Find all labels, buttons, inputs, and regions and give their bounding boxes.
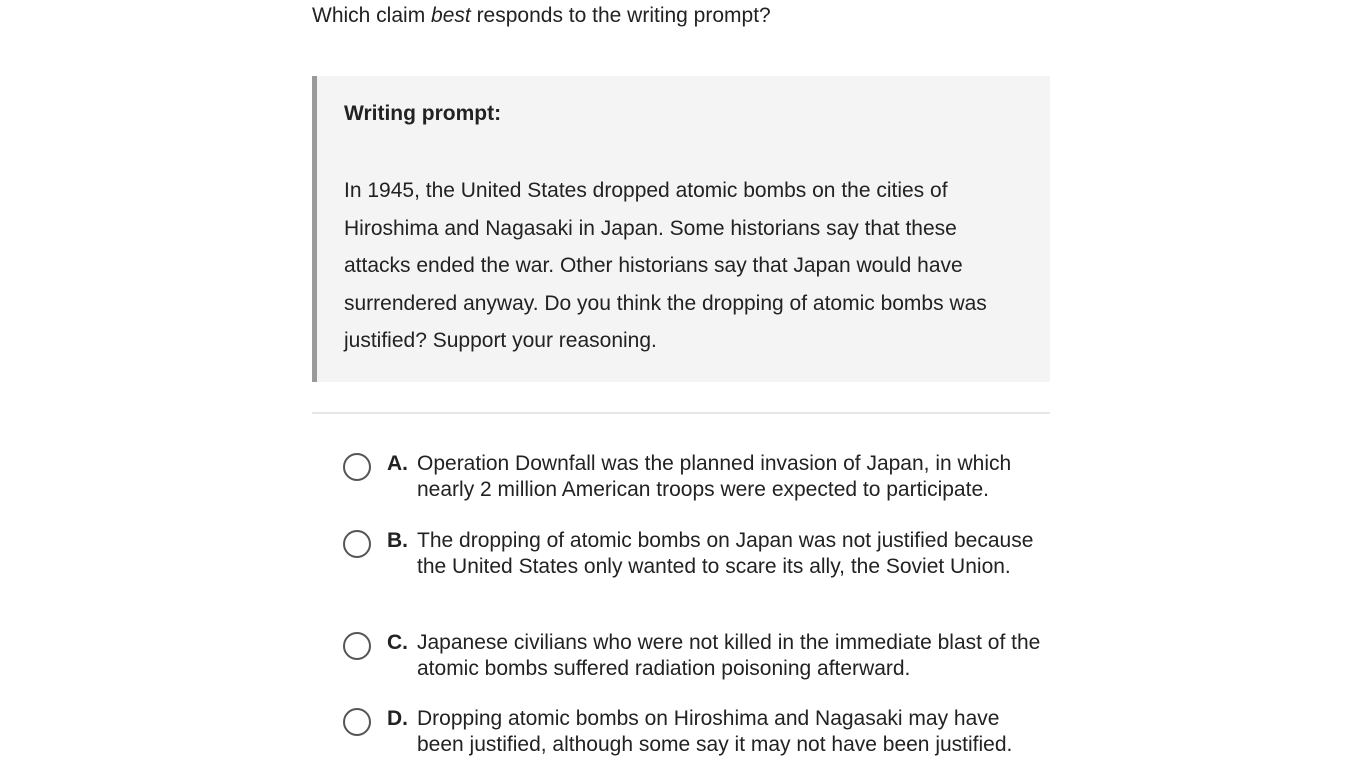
prompt-text: In 1945, the United States dropped atomic bombs on the cities of Hiroshima and Nagasaki in Japan. Some historians say that these attacks ended the war. Other historians say that Japan would have surrendered anyway. Do you think the dropping of atomic bombs was justified? Support your reasoning. (344, 179, 987, 352)
radio-button-a[interactable] (343, 453, 371, 481)
radio-button-c[interactable] (343, 632, 371, 660)
option-text-a: Operation Downfall was the planned invasion of Japan, in which nearly 2 million American troops were expected to participate. (417, 452, 1012, 501)
divider (312, 412, 1050, 414)
option-letter-b: B. (387, 529, 408, 552)
option-letter-a: A. (387, 452, 408, 475)
prompt-title: Writing prompt: (344, 102, 502, 125)
question-text (312, 3, 771, 29)
option-letter-d: D. (387, 707, 408, 730)
radio-button-b[interactable] (343, 530, 371, 558)
question-before: Which claim (312, 4, 432, 27)
option-text-b: The dropping of atomic bombs on Japan was not justified because the United States only wanted to scare its ally, the Soviet Union. (417, 529, 1034, 578)
option-text-c: Japanese civilians who were not killed in the immediate blast of the atomic bombs suffered radiation poisoning afterward. (417, 631, 1041, 680)
question-after: responds to the writing prompt? (470, 4, 771, 27)
question-emphasis: best (431, 4, 471, 27)
option-text-d: Dropping atomic bombs on Hiroshima and Nagasaki may have been justified, although some say it may not have been justified. (417, 707, 1013, 756)
radio-button-d[interactable] (343, 708, 371, 736)
writing-prompt-box (312, 76, 1050, 382)
option-letter-c: C. (387, 631, 408, 654)
